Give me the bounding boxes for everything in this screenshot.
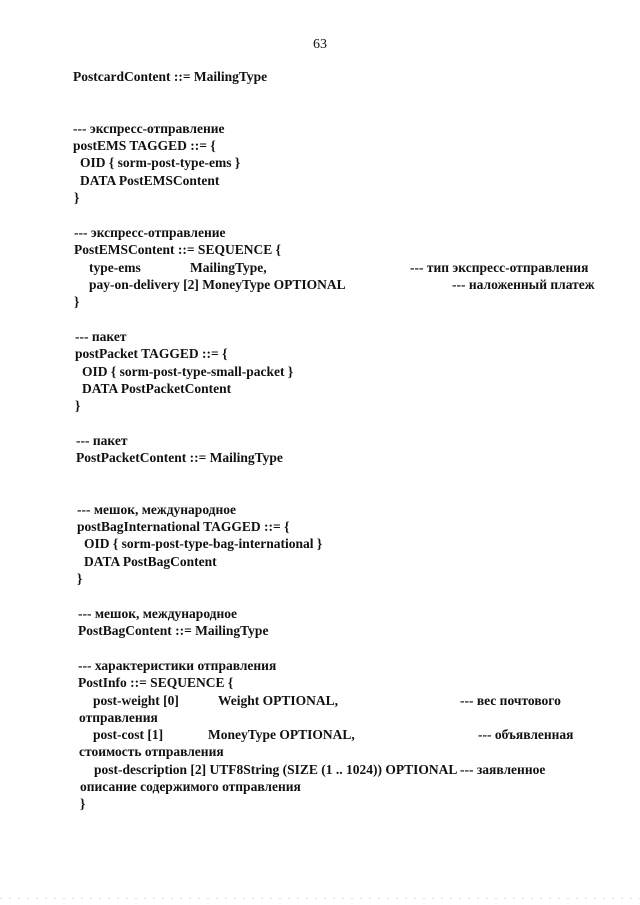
comment-express-2: --- экспресс-отправление [74,225,226,240]
field-type-ems-type: MailingType, [190,260,267,275]
post-ems-close-brace: } [74,190,80,205]
comment-packet-2: --- пакет [76,433,128,448]
comment-post-info: --- характеристики отправления [78,658,277,673]
post-bag-international-tagged: postBagInternational TAGGED ::= { [77,519,290,534]
field-post-weight-type: Weight OPTIONAL, [218,693,339,708]
post-ems-oid: OID { sorm-post-type-ems } [80,155,241,170]
post-info-close-brace: } [80,796,86,811]
comment-packet-1: --- пакет [75,329,127,344]
field-post-cost-comment-cont: стоимость отправления [79,744,224,759]
post-bag-data: DATA PostBagContent [84,554,217,569]
field-post-weight-comment: --- вес почтового [460,693,561,708]
post-bag-close-brace: } [77,571,83,586]
field-pay-on-delivery: pay-on-delivery [2] MoneyType OPTIONAL [89,277,346,292]
field-post-weight-name: post-weight [0] [93,693,179,708]
field-post-cost-type: MoneyType OPTIONAL, [208,727,355,742]
post-ems-content-seq: PostEMSContent ::= SEQUENCE { [74,242,281,257]
field-post-weight-comment-cont: отправления [79,710,158,725]
post-info-seq: PostInfo ::= SEQUENCE { [78,675,234,690]
post-ems-data: DATA PostEMSContent [80,173,220,188]
field-type-ems-name: type-ems [89,260,141,275]
page-number: 63 [313,37,327,52]
field-type-ems-comment: --- тип экспресс-отправления [410,260,589,275]
post-packet-data: DATA PostPacketContent [82,381,232,396]
post-packet-oid: OID { sorm-post-type-small-packet } [82,364,294,379]
field-post-description: post-description [2] UTF8String (SIZE (1 .. 1024)) OPTIONAL --- заявленное [94,762,546,777]
post-packet-close-brace: } [75,398,81,413]
scan-edge-noise [0,898,640,899]
post-ems-content-close-brace: } [74,294,80,309]
postcard-content-def: PostcardContent ::= MailingType [73,69,268,84]
post-bag-oid: OID { sorm-post-type-bag-international } [84,536,323,551]
post-bag-content-def: PostBagContent ::= MailingType [78,623,269,638]
comment-bag-1: --- мешок, международное [77,502,237,517]
field-pay-on-delivery-comment: --- наложенный платеж [452,277,595,292]
comment-bag-2: --- мешок, международное [78,606,238,621]
field-post-description-comment-cont: описание содержимого отправления [80,779,301,794]
comment-express-1: --- экспресс-отправление [73,121,225,136]
field-post-cost-name: post-cost [1] [93,727,164,742]
field-post-cost-comment: --- объявленная [478,727,574,742]
post-packet-content-def: PostPacketContent ::= MailingType [76,450,283,465]
post-packet-tagged: postPacket TAGGED ::= { [75,346,228,361]
post-ems-tagged: postEMS TAGGED ::= { [73,138,216,153]
